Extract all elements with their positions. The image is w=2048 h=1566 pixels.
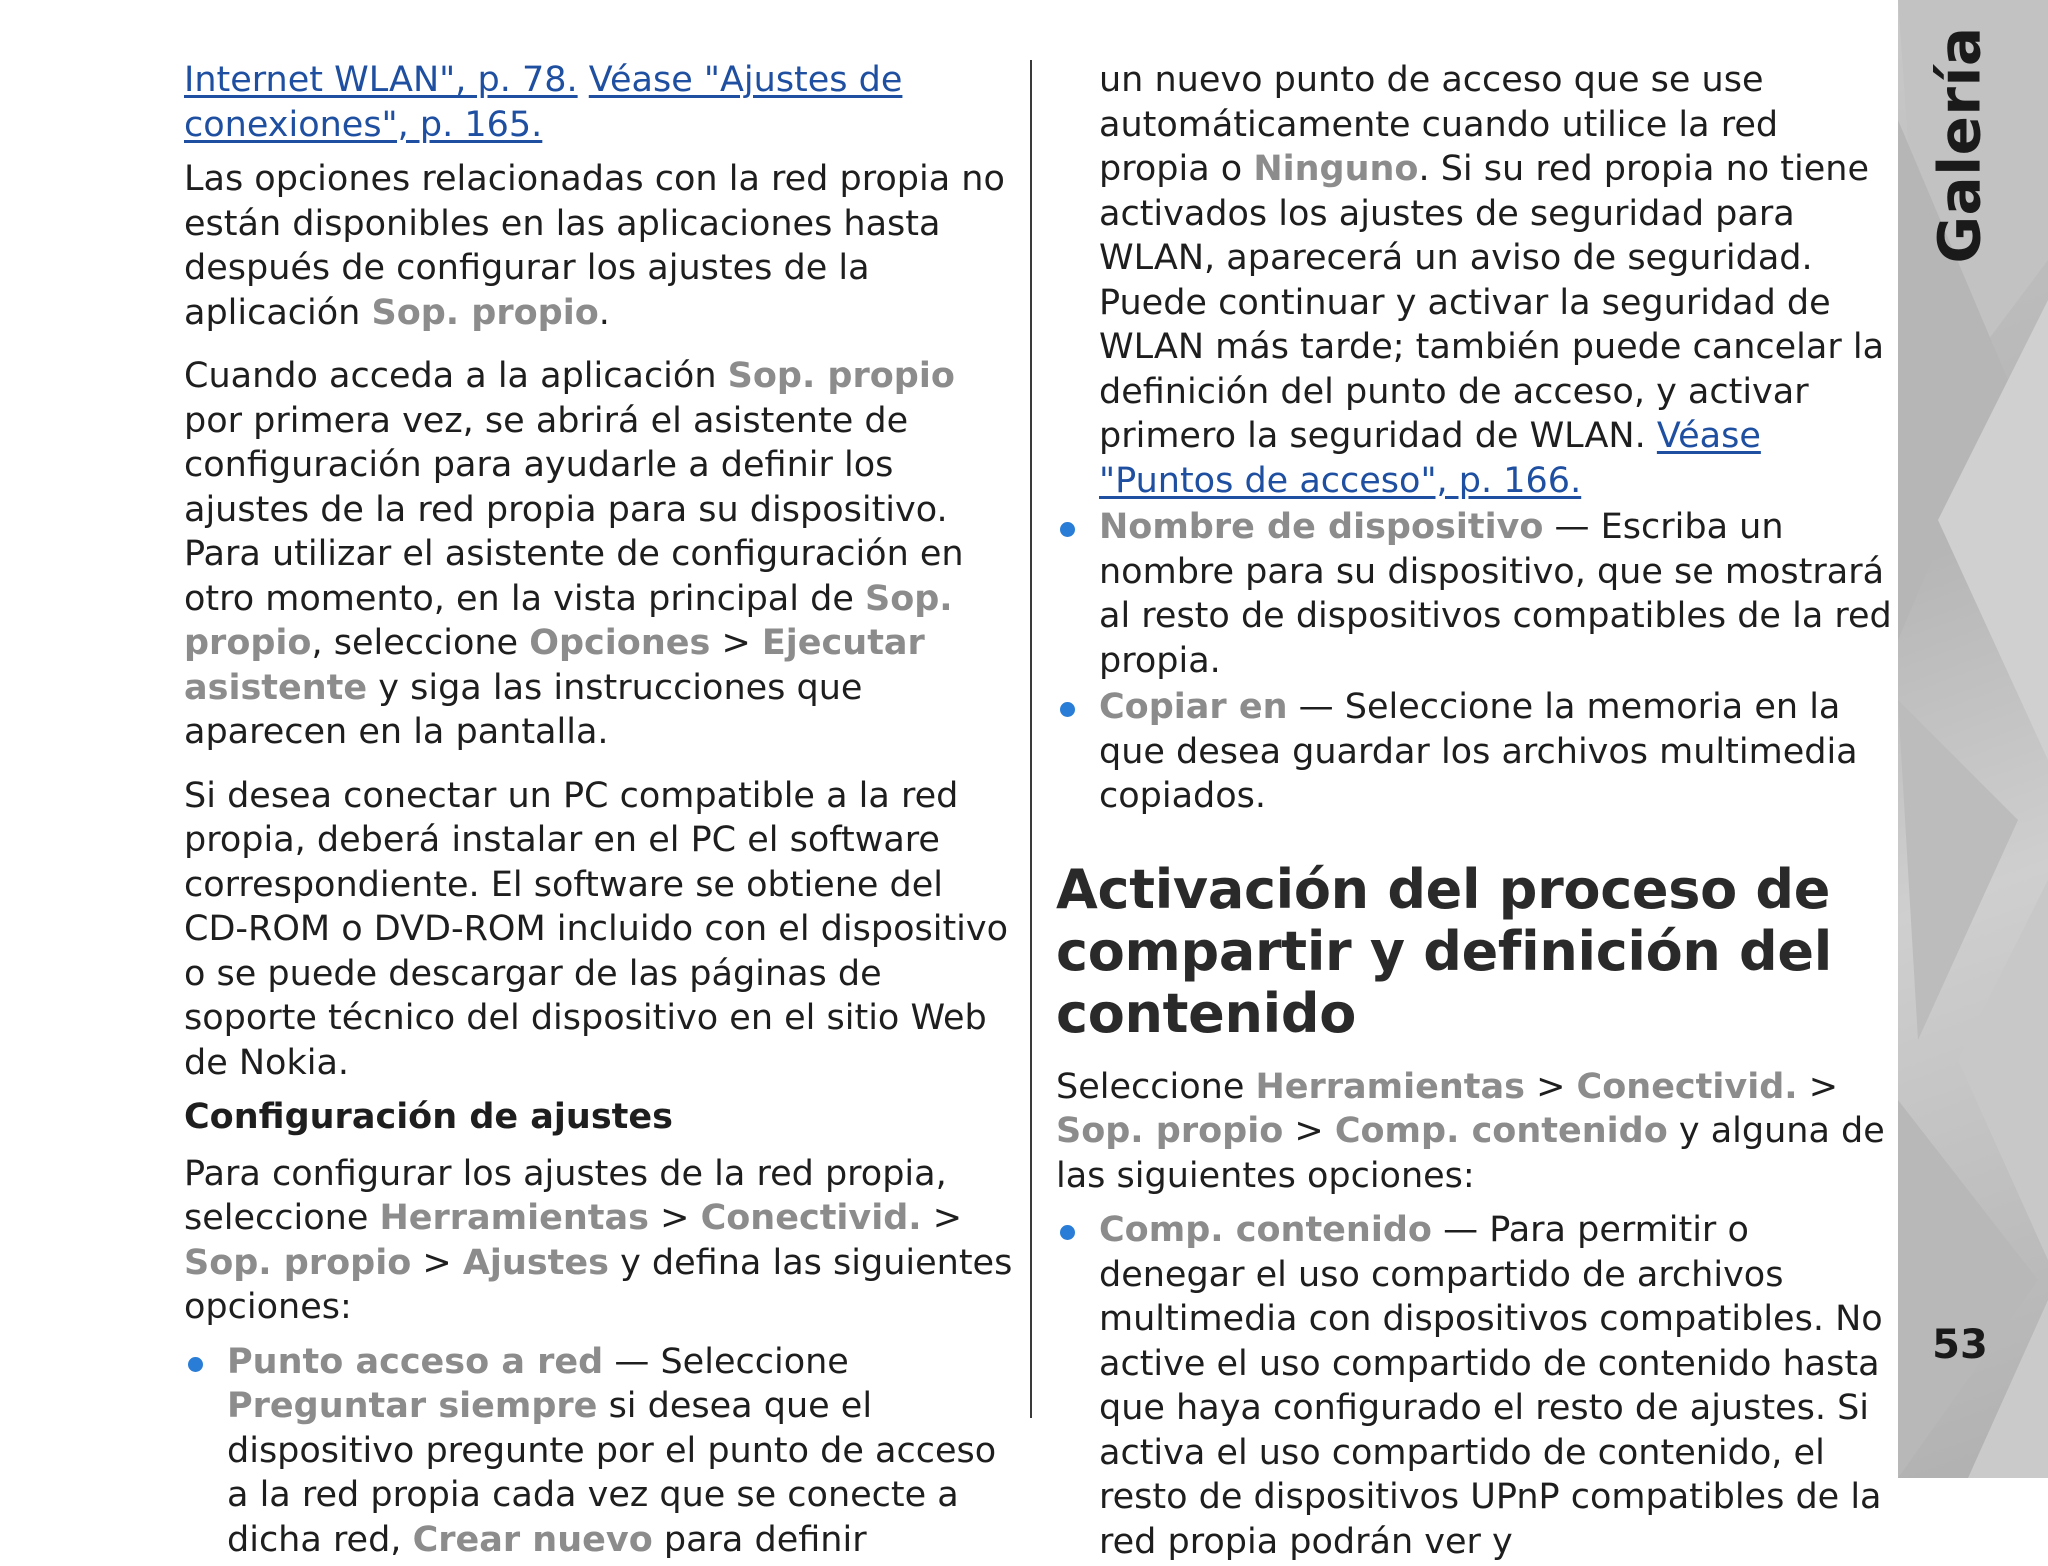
paragraph-asistente xyxy=(184,354,1014,755)
keyword-ejecutar-asistente: Ejecutar asistente xyxy=(184,623,925,708)
keyword-comp-contenido: Comp. contenido xyxy=(1334,1111,1668,1151)
bullet-icon xyxy=(188,1357,203,1372)
paragraph-text: y siga las instrucciones que aparecen en la pantalla. xyxy=(184,667,863,752)
menu-separator: > xyxy=(710,623,762,663)
link-internet-wlan[interactable]: Internet WLAN", p. 78. xyxy=(184,60,578,100)
paragraph-text: Las opciones relacionadas con la red propia no están disponibles en las aplicaciones hasta después de configurar los ajustes de la aplicación xyxy=(184,159,1005,333)
paragraph-text: . xyxy=(598,292,610,333)
intro-links xyxy=(184,58,1014,147)
keyword-opciones: Opciones xyxy=(529,623,711,663)
keyword-punto-acceso-red: Punto acceso a red xyxy=(227,1341,604,1382)
menu-separator: > xyxy=(1524,1066,1577,1107)
keyword-sop-propio: Sop. propio xyxy=(1056,1111,1284,1151)
menu-separator: > xyxy=(648,1198,701,1238)
list-item-nombre-dispositivo xyxy=(1056,505,1894,683)
paragraph-text: y alguna de las siguientes opciones: xyxy=(1056,1111,1885,1196)
paragraph-seleccione xyxy=(1056,1065,1894,1199)
list-item-punto-acceso xyxy=(184,1340,1014,1563)
keyword-ajustes: Ajustes xyxy=(462,1242,609,1283)
options-list-continued xyxy=(1056,58,1894,819)
menu-separator: > xyxy=(411,1242,463,1283)
keyword-sop-propio: Sop. propio xyxy=(371,292,599,333)
keyword-copiar-en: Copiar en xyxy=(1099,687,1288,727)
keyword-comp-contenido: Comp. contenido xyxy=(1099,1210,1432,1250)
paragraph-text: Cuando acceda a la aplicación xyxy=(184,356,728,396)
column-divider xyxy=(1030,60,1032,1418)
bullet-icon xyxy=(1060,702,1075,717)
keyword-sop-propio: Sop. propio xyxy=(184,1242,412,1283)
keyword-sop-propio: Sop. propio xyxy=(727,356,955,396)
keyword-herramientas: Herramientas xyxy=(1255,1066,1525,1107)
list-item-continuation xyxy=(1056,58,1894,503)
paragraph-text: . Si su red propia no tiene activados los ajustes de seguridad para WLAN, aparecerá un aviso de seguridad. Puede continuar y activar la seguridad de WLAN más tarde; también puede cancelar la definición del punto de acceso, y activar primero la seguridad de WLAN. xyxy=(1099,149,1885,456)
paragraph-text: Para configurar los ajustes de la red propia, seleccione xyxy=(184,1153,947,1238)
menu-separator: > xyxy=(1283,1111,1335,1151)
paragraph-opciones xyxy=(184,157,1014,335)
left-column xyxy=(184,58,1014,1564)
section-heading: Activación del proceso de compartir y definición del contenido xyxy=(1056,857,1832,1045)
keyword-crear-nuevo: Crear nuevo xyxy=(412,1519,653,1560)
page-number: 53 xyxy=(1932,1322,1988,1368)
menu-separator: > xyxy=(1797,1066,1839,1107)
paragraph-text: y defina las siguientes opciones: xyxy=(184,1242,1013,1327)
paragraph-text: para definir xyxy=(652,1519,867,1560)
keyword-conectivid: Conectivid. xyxy=(700,1198,922,1238)
paragraph-text: Seleccione xyxy=(1056,1066,1256,1107)
paragraph-text: si desea que el dispositivo pregunte por el punto de acceso a la red propia cada vez que se conecte a dicha red, xyxy=(227,1386,997,1560)
subheading-configuracion: Configuración de ajustes xyxy=(184,1097,673,1137)
keyword-sop-propio: Sop. propio xyxy=(184,578,953,663)
link-puntos-de-acceso[interactable]: Véase "Puntos de acceso", p. 166. xyxy=(1099,416,1761,501)
list-item-comp-contenido xyxy=(1056,1208,1894,1564)
paragraph-text: — Para permitir o denegar el uso compartido de archivos multimedia con dispositivos compatibles. No active el uso compartido de contenido hasta que haya configurado el resto de ajustes. Si activa el uso compartido de contenido, el resto de dispositivos UPnP compatibles de la red propia podrán ver y xyxy=(1099,1210,1883,1562)
paragraph-text: — Escriba un nombre para su dispositivo, que se mostrará al resto de dispositivos compatibles de la red propia. xyxy=(1099,507,1892,681)
section-title: Galería xyxy=(1926,26,1994,264)
paragraph-text: — Seleccione xyxy=(603,1341,849,1382)
list-item-copiar-en xyxy=(1056,685,1894,819)
options-list xyxy=(184,1340,1014,1563)
paragraph-text: por primera vez, se abrirá el asistente de configuración para ayudarle a definir los ajustes de la red propia para su dispositivo. Para utilizar el asistente de configuración en otro momento, en la vista principal de xyxy=(184,400,964,619)
bullet-icon xyxy=(1060,522,1075,537)
paragraph-pc-compatible: Si desea conectar un PC compatible a la red propia, deberá instalar en el PC el software correspondiente. El software se obtiene del CD-ROM o DVD-ROM incluido con el dispositivo o se puede descargar de las páginas de soporte técnico del dispositivo en el sitio Web de Nokia. xyxy=(184,775,1009,1083)
paragraph-text: un nuevo punto de acceso que se use automáticamente cuando utilice la red propia o xyxy=(1099,60,1779,189)
paragraph-configurar xyxy=(184,1152,1014,1330)
right-column xyxy=(1056,58,1894,1566)
keyword-preguntar-siempre: Preguntar siempre xyxy=(227,1386,598,1426)
link-ajustes-conexiones[interactable]: Véase "Ajustes de conexiones", p. 165. xyxy=(184,60,903,145)
keyword-conectivid: Conectivid. xyxy=(1576,1066,1798,1107)
keyword-herramientas: Herramientas xyxy=(379,1198,649,1238)
section-tab xyxy=(1910,26,2010,264)
sharing-options-list xyxy=(1056,1208,1894,1564)
keyword-nombre-dispositivo: Nombre de dispositivo xyxy=(1099,507,1544,547)
paragraph-text: , seleccione xyxy=(311,623,530,663)
keyword-ninguno: Ninguno xyxy=(1253,149,1419,189)
menu-separator: > xyxy=(921,1198,963,1238)
paragraph-text: — Seleccione la memoria en la que desea guardar los archivos multimedia copiados. xyxy=(1099,687,1858,816)
bullet-icon xyxy=(1060,1225,1075,1240)
